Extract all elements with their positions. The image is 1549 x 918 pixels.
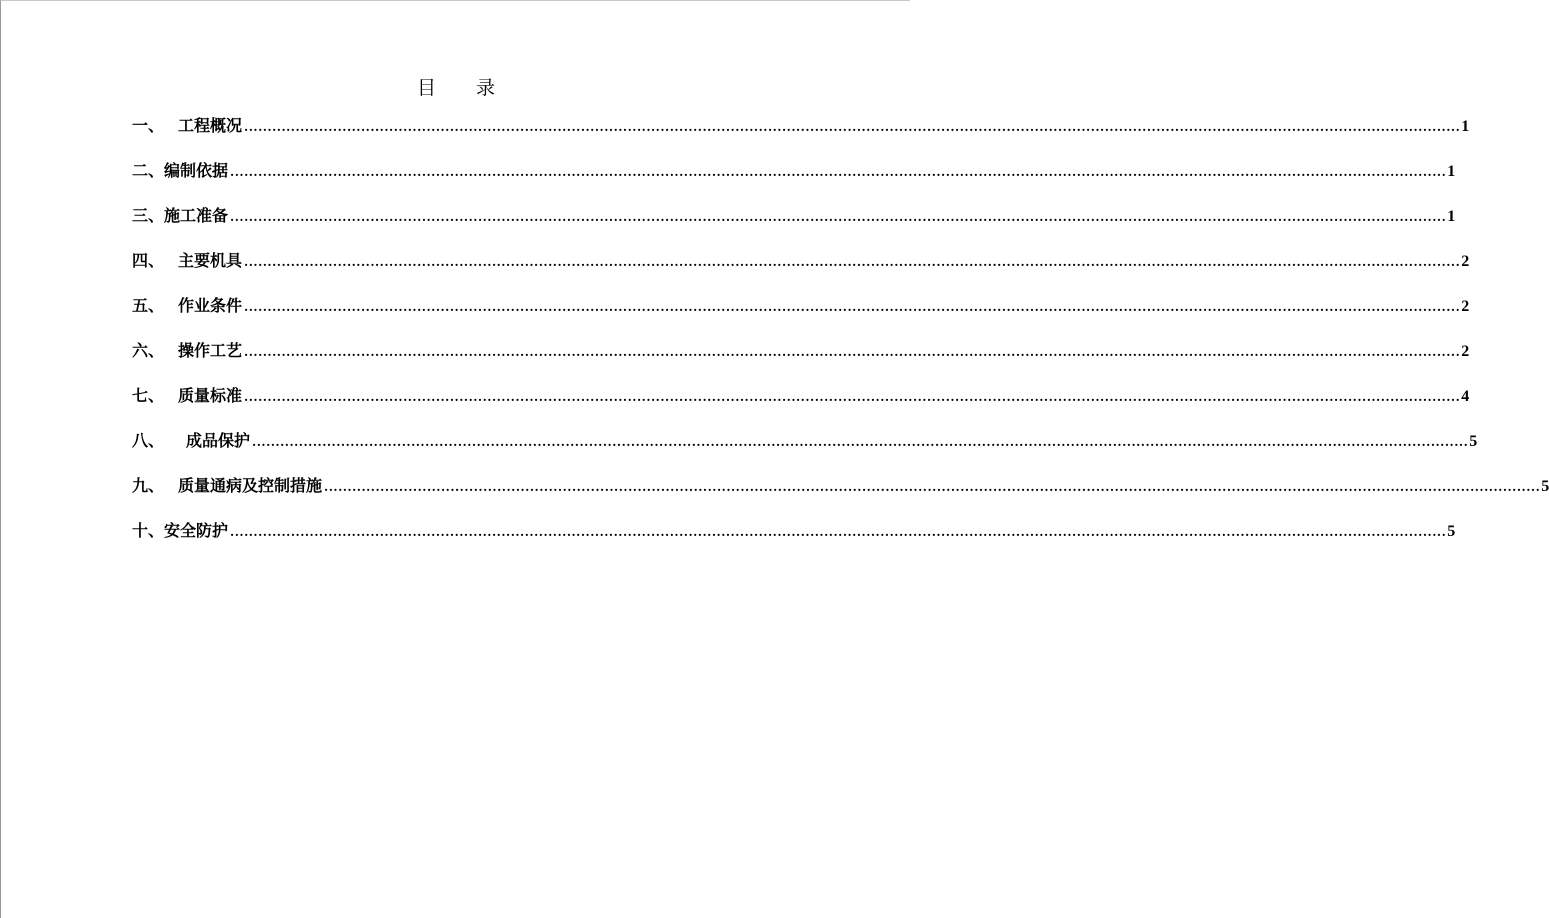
toc-entry-title: 施工准备 xyxy=(164,206,229,225)
toc-entry[interactable] xyxy=(132,338,1470,383)
toc-entry-page-number: 4 xyxy=(1461,388,1470,405)
toc-entry[interactable] xyxy=(132,203,1456,248)
toc-entry-page-number: 2 xyxy=(1461,253,1470,270)
toc-leader-dots: .................................................................................................................................................................................................................................................................... xyxy=(230,525,1447,539)
toc-entry-title: 质量通病及控制措施 xyxy=(178,476,323,495)
toc-leader-dots: .................................................................................................................................................................................................................................................................... xyxy=(324,480,1541,494)
toc-title xyxy=(1,73,911,100)
toc-entry-page-number: 2 xyxy=(1461,343,1470,360)
toc-entry-title: 主要机具 xyxy=(178,251,243,270)
toc-entry[interactable] xyxy=(132,518,1456,563)
toc-entry-number: 三、 xyxy=(132,206,165,225)
toc-leader-dots: .................................................................................................................................................................................................................................................................... xyxy=(244,345,1461,359)
toc-entry-title: 作业条件 xyxy=(178,296,243,315)
toc-leader-dots: .................................................................................................................................................................................................................................................................... xyxy=(230,165,1447,179)
toc-entry-title: 成品保护 xyxy=(186,431,251,450)
toc-entry-page-number: 5 xyxy=(1541,478,1549,495)
toc-title-char-2: 录 xyxy=(476,77,496,99)
toc-entry[interactable] xyxy=(132,473,1549,518)
toc-entry-number: 二、 xyxy=(132,161,165,180)
toc-entry-number: 一、 xyxy=(132,116,165,135)
toc-entry[interactable] xyxy=(132,158,1456,203)
toc-entry-number: 六、 xyxy=(132,341,165,360)
toc-entry-title: 操作工艺 xyxy=(178,341,243,360)
toc-leader-dots: .................................................................................................................................................................................................................................................................... xyxy=(230,210,1447,224)
toc-title-char-1: 目 xyxy=(416,77,436,99)
toc-leader-dots: .................................................................................................................................................................................................................................................................... xyxy=(244,255,1461,269)
toc-entry-number: 七、 xyxy=(132,386,165,405)
toc-entry-page-number: 1 xyxy=(1461,118,1470,135)
toc-entry-page-number: 2 xyxy=(1461,298,1470,315)
toc-entry[interactable] xyxy=(132,383,1470,428)
toc-entry-number: 五、 xyxy=(132,296,165,315)
toc-entry-page-number: 1 xyxy=(1447,163,1456,180)
toc-entry-title: 编制依据 xyxy=(164,161,229,180)
toc-leader-dots: .................................................................................................................................................................................................................................................................... xyxy=(244,120,1461,134)
toc-leader-dots: .................................................................................................................................................................................................................................................................... xyxy=(244,390,1461,404)
toc-entry[interactable] xyxy=(132,113,1470,158)
toc-entry-page-number: 5 xyxy=(1469,433,1478,450)
toc-leader-dots: .................................................................................................................................................................................................................................................................... xyxy=(252,435,1469,449)
toc-entry[interactable] xyxy=(132,428,1478,473)
toc-entry-title: 工程概况 xyxy=(178,116,243,135)
toc-entry-title: 质量标准 xyxy=(178,386,243,405)
toc-entry-number: 九、 xyxy=(132,476,165,495)
toc-entry-page-number: 5 xyxy=(1447,523,1456,540)
toc-entry[interactable] xyxy=(132,293,1470,338)
toc-entry[interactable] xyxy=(132,248,1470,293)
toc-leader-dots: .................................................................................................................................................................................................................................................................... xyxy=(244,300,1461,314)
toc-entry-number: 十、 xyxy=(132,521,165,540)
toc-list xyxy=(132,113,1549,563)
toc-entry-number: 八、 xyxy=(132,431,165,450)
toc-entry-number: 四、 xyxy=(132,251,165,270)
toc-entry-title: 安全防护 xyxy=(164,521,229,540)
toc-entry-page-number: 1 xyxy=(1447,208,1456,225)
